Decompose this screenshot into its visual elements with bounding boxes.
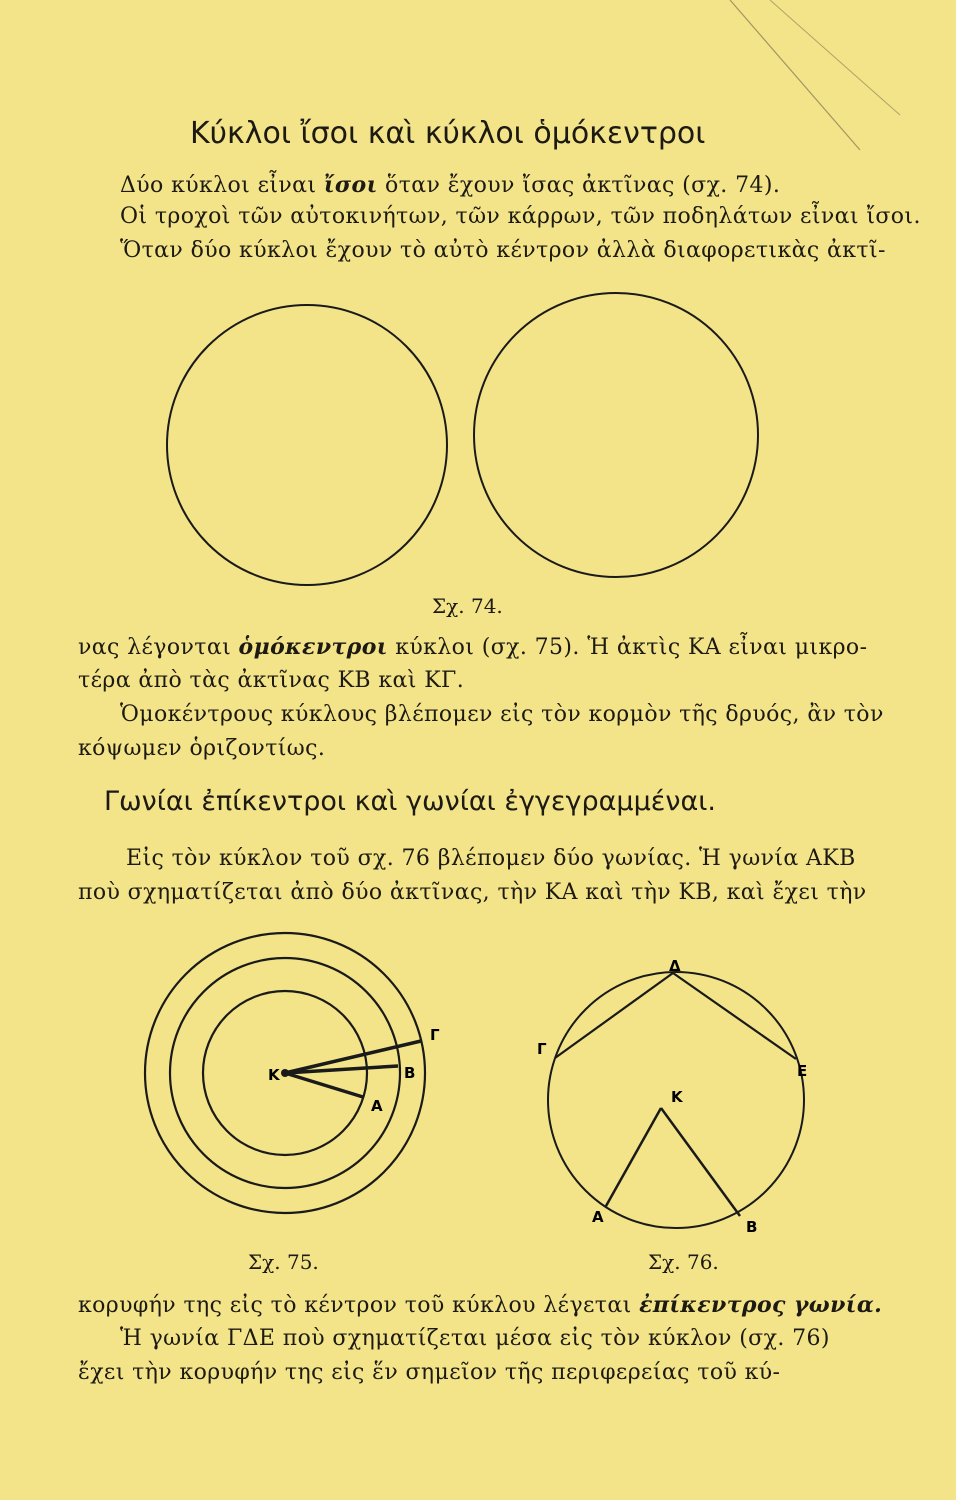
paragraph-line: Ὁμοκέντρους κύκλους βλέπομεν εἰς τὸν κορμὸν τῆς δρυός, ἂν τὸν	[120, 702, 884, 727]
label-A: A	[592, 1208, 604, 1226]
paragraph-line: νας λέγονται ὁμόκεντροι κύκλοι (σχ. 75). Ἡ ἀκτὶς ΚΑ εἶναι μικρο-	[78, 634, 868, 660]
paragraph-line: ἔχει τὴν κορυφήν της εἰς ἕν σημεῖον τῆς περιφερείας τοῦ κύ-	[78, 1360, 781, 1385]
figure-76-caption: Σχ. 76.	[648, 1250, 719, 1274]
paragraph-line: κόψωμεν ὁριζοντίως.	[78, 736, 326, 761]
figure-74-caption: Σχ. 74.	[432, 594, 503, 618]
label-G: Γ	[537, 1040, 547, 1058]
paragraph-line: Δύο κύκλοι εἶναι ἴσοι ὅταν ἔχουν ἴσας ἀκτῖνας (σχ. 74).	[120, 172, 781, 198]
paragraph-line: ποὺ σχηματίζεται ἀπὸ δύο ἀκτῖνας, τὴν ΚΑ καὶ τὴν ΚΒ, καὶ ἔχει τὴν	[78, 880, 867, 905]
paragraph-line: Εἰς τὸν κύκλον τοῦ σχ. 76 βλέπομεν δύο γωνίας. Ἡ γωνία ΑΚΒ	[126, 846, 856, 871]
label-D: Δ	[669, 957, 681, 975]
section-heading-equal-concentric: Κύκλοι ἴσοι καὶ κύκλοι ὁμόκεντροι	[190, 116, 706, 151]
paragraph-line: Οἱ τροχοὶ τῶν αὐτοκινήτων, τῶν κάρρων, τῶν ποδηλάτων εἶναι ἴσοι.	[120, 204, 921, 229]
label-B: B	[746, 1218, 758, 1236]
figure-75-caption: Σχ. 75.	[248, 1250, 319, 1274]
paragraph-line: Ἡ γωνία ΓΔΕ ποὺ σχηματίζεται μέσα εἰς τὸν κύκλον (σχ. 76)	[120, 1326, 830, 1351]
paragraph-line: τέρα ἀπὸ τὰς ἀκτῖνας ΚΒ καὶ ΚΓ.	[78, 668, 465, 693]
paragraph-line: κορυφήν της εἰς τὸ κέντρον τοῦ κύκλου λέγεται ἐπίκεντρος γωνία.	[78, 1292, 883, 1318]
label-B: B	[404, 1064, 416, 1082]
label-A: A	[371, 1097, 383, 1115]
section-heading-angles: Γωνίαι ἐπίκεντροι καὶ γωνίαι ἐγγεγραμμέναι.	[104, 786, 716, 817]
label-K: K	[268, 1066, 280, 1084]
label-K: K	[671, 1088, 683, 1106]
label-G: Γ	[430, 1026, 440, 1044]
label-E: E	[797, 1062, 808, 1080]
paragraph-line: Ὅταν δύο κύκλοι ἔχουν τὸ αὐτὸ κέντρον ἀλλὰ διαφορετικὰς ἀκτῖ-	[120, 238, 886, 263]
